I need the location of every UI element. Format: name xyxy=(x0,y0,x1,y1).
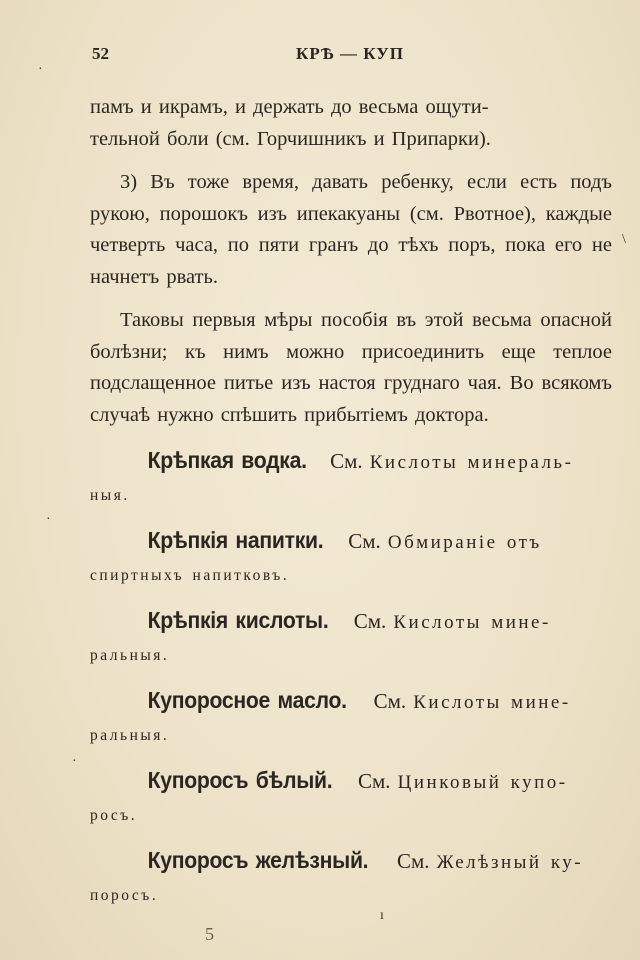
entry-see: См. xyxy=(330,449,363,473)
paragraph-item-3: 3) Въ тоже время, давать ребенку, если есть подъ рукою, порошокъ изъ ипекакуаны (см. Рвотное), каждые четверть часа, по пяти гранъ до тѣхъ поръ, пока его не начнетъ рвать. xyxy=(90,171,612,288)
ink-speck: · xyxy=(72,754,77,769)
entry-headword: Купоросное масло. xyxy=(147,687,347,713)
entry-headword: Крѣпкія кислоты. xyxy=(147,607,329,633)
entry-reference-continued: спиртныхъ напитковъ. xyxy=(90,566,290,584)
page-number: 52 xyxy=(92,44,109,63)
entry-reference: Цинковый купо- xyxy=(397,772,568,793)
entry-see: См. xyxy=(358,769,391,793)
entry-reference-continued: ральныя. xyxy=(90,726,170,744)
dictionary-entry xyxy=(90,765,612,831)
entry-reference: Желѣзный ку- xyxy=(436,852,584,873)
ink-speck: ı xyxy=(380,908,384,923)
entry-see: См. xyxy=(373,689,407,713)
signature-mark: 5 xyxy=(205,924,214,944)
entry-headword: Купоросъ бѣлый. xyxy=(147,767,333,793)
p1-line-1: памъ и икрамъ, и держать до весьма ощути- xyxy=(90,96,489,118)
entry-reference: Кислоты минераль- xyxy=(369,452,574,473)
entry-reference: Кислоты мине- xyxy=(413,692,571,713)
entry-reference-continued: росъ. xyxy=(90,806,138,824)
dictionary-entry xyxy=(90,445,612,511)
dictionary-entry xyxy=(90,685,612,751)
entry-see: См. xyxy=(397,849,430,873)
entry-reference-continued: ныя. xyxy=(90,486,130,504)
entry-see: См. xyxy=(348,529,381,553)
entry-headword: Купоросъ желѣзный. xyxy=(147,847,369,873)
page-body xyxy=(90,92,612,911)
paragraph-summary: Таковы первыя мѣры пособія въ этой весьма опасной болѣзни; къ нимъ можно присоединить еще теплое подслащенное питье изъ настоя груднаго чая. Во всякомъ случаѣ нужно спѣшить прибытіемъ доктора. xyxy=(90,309,612,426)
entry-reference-continued: поросъ. xyxy=(90,886,159,904)
page-header xyxy=(92,44,608,74)
entry-headword: Крѣпкая водка. xyxy=(147,447,307,473)
dictionary-entry xyxy=(90,605,612,671)
entry-see: См. xyxy=(353,609,387,633)
running-head: КРѢ — КУП xyxy=(296,44,404,63)
dictionary-entry xyxy=(90,845,612,911)
entry-reference-continued: ральныя. xyxy=(90,646,170,664)
ink-speck: · xyxy=(46,512,51,527)
entry-reference: Обмираніе отъ xyxy=(387,532,542,553)
dictionary-entry xyxy=(90,525,612,591)
paragraph-continued xyxy=(90,92,612,155)
p1-line-2: тельной боли (см. Горчишникъ и Припарки). xyxy=(90,127,491,150)
ink-speck: \ xyxy=(622,232,626,247)
entry-headword: Крѣпкія напитки. xyxy=(147,527,324,553)
entry-reference: Кислоты мине- xyxy=(393,612,551,633)
ink-speck: · xyxy=(38,62,43,77)
